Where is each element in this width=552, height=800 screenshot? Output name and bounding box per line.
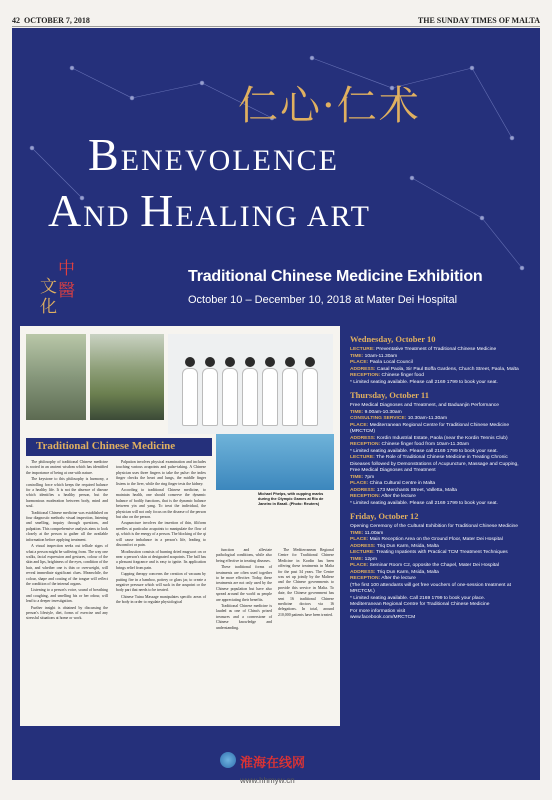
page-number-date: 42 OCTOBER 7, 2018 bbox=[12, 15, 90, 25]
schedule-line: Opening Ceremony of the Cultural Exhibition for Traditional Chinese Medicine bbox=[350, 524, 519, 529]
schedule-line: TIME: 10am-11.30am bbox=[350, 353, 398, 359]
title-line-benevolence: BENEVOLENCE bbox=[88, 129, 339, 180]
event-schedule bbox=[350, 330, 522, 622]
chinese-medicine-culture-logo: 中 文 醫 化 bbox=[40, 259, 75, 317]
watermark-site-name: 淮海在线网 bbox=[240, 756, 306, 771]
schedule-line: (The first 100 attendants will get free vouchers of one-session treatment at MRCTCM.) bbox=[350, 582, 511, 594]
schedule-line: * Limited seating available. Please call 2169 1799 to book your seat. bbox=[350, 500, 498, 506]
schedule-line: ADDRESS: Triq Dun Karm, Msida, Malta bbox=[350, 569, 439, 575]
schedule-line: www.facebook.com/MRCTCM bbox=[350, 615, 416, 620]
photo-swimmer bbox=[216, 434, 334, 490]
schedule-line: RECEPTION: After the lecture bbox=[350, 494, 416, 499]
schedule-line: RECEPTION: After the lecture bbox=[350, 576, 416, 581]
schedule-line: TIME: 7pm bbox=[350, 474, 375, 480]
schedule-line: PLACE: Mediterranean Regional Centre for Traditional Chinese Medicine (MRCTCM) bbox=[350, 422, 510, 434]
article-panel bbox=[20, 326, 340, 726]
article-column-1: The philosophy of traditional Chinese medicine is rooted in an ancient wisdom which has identified the importance of being at one with nature. The keystone to this philosophy is harmony, a controlling force which keeps the required balance for a healthy life. It is not the absence of disease which identifies a healthy person, but the harmonious moderation between body, mind and soul. Traditional Chinese medicine was established on four diagnostic methods: visual inspection, listening and smelling, inquiry through questions, and palpation. This comprehensive analysis aims to look closely at the person to gather all the available information before applying treatment. A visual inspection seeks out telltale signs of what a person might be suffering from. The way one walks, facial expression and gestures, colour of the skin and lips, brightness of the eyes, condition of the hair, and whether one is thin or overweight, will reveal immediate significant clues. Meanwhile, the colour, shape and coating of the tongue will reflect the condition of the internal organs. Listening to a person's voice, sound of breathing and coughing, and smelling his or her odour, will lead to a deeper investigation. Further insight is obtained by discussing the person's lifestyle, diet, forms of exercise and any stressful situations at home or work. bbox=[26, 460, 109, 621]
schedule-day-thursday: Thursday, October 11 bbox=[350, 390, 429, 400]
schedule-line: PLACE: Seminar Room C2, opposite the Chapel, Mater Dei Hospital bbox=[350, 563, 499, 568]
photo-statue bbox=[26, 334, 86, 420]
photo-caption: Michael Phelps, with cupping marks during the Olympic Games at Rio de Janeiro in Brazil. (Photo: Reuters) bbox=[258, 492, 324, 506]
watermark-url: www.hhmyw.cn bbox=[240, 776, 295, 785]
photo-doctors-group bbox=[168, 334, 333, 434]
schedule-line: For more information visit bbox=[350, 608, 406, 614]
newspaper-name: THE SUNDAY TIMES OF MALTA bbox=[417, 15, 540, 25]
exhibition-title: Traditional Chinese Medicine Exhibition bbox=[188, 268, 483, 285]
schedule-line: PLACE: Main Reception Area on the Ground Floor, Mater Dei Hospital bbox=[350, 537, 503, 542]
schedule-line: ADDRESS: Kordin Industrial Estate, Paola (near the Kordin Tennis Club) bbox=[350, 435, 508, 441]
schedule-line: TIME: 12pm bbox=[350, 556, 377, 562]
schedule-wednesday-details bbox=[350, 347, 522, 386]
article-banner: Traditional Chinese Medicine bbox=[26, 438, 212, 456]
title-line-healing-art: AND HEALING ART bbox=[48, 185, 371, 236]
article-column-3: function and alleviate pathological conditions, while also being effective in treating diseases. These traditional forms of treatments are often used together to be more effective. Today, these treatments are not only used by the Chinese population but have also spread around the world as people are appreciating their benefits. Traditional Chinese medicine is lauded as one of China's prized treasures and a cornerstone of Chinese knowledge and understanding. bbox=[216, 548, 272, 630]
newspaper-header bbox=[12, 14, 540, 27]
schedule-line: TIME: 11.00am bbox=[350, 530, 384, 536]
schedule-line: ADDRESS: Casal Paola, Sir Paul Boffa Gardens, Church Street, Paola, Malta bbox=[350, 366, 519, 372]
schedule-line: LECTURE: The Role of Traditional Chinese Medicine in Treating Chronic Diseases followed by Demonstrations of Acupuncture, Massage and Cupping, Free Medical Diagnoses and Treatment bbox=[350, 455, 519, 473]
schedule-line: RECEPTION: Chinese finger food bbox=[350, 373, 424, 378]
schedule-line: LECTURE: Preventative Treatment of Traditional Chinese Medicine bbox=[350, 347, 497, 352]
watermark-logo-icon bbox=[220, 752, 236, 768]
photo-pagoda-garden bbox=[90, 334, 164, 420]
article-column-2: Palpation involves physical examination and includes touching various acupoints and pulse-taking. A Chinese physician uses three fingers to take the pulse: the index finger checks the heart and lungs, the middle finger listens to the liver, while the ring finger tests the kidney. According to traditional Chinese medicine, to maintain health, one should conserve the dynamic balance of bodily functions, that is the dynamic balance between yin and yang. To treat the individual, the physician will not only focus on the disease of the person but also on the person. Acupuncture involves the insertion of thin, filiform needles at particular acupoints to manipulate the flow of qi, which is the energy of a person. The blocking of the qi will cause imbalance in a person's life, leading to discomfort or pain. Moxibustion consists of burning dried mugwort on or near a person's skin at designated acupoints. The ball has a pleasant fragrance and is easy to ignite. Its application brings relief from pain. Cupping therapy concerns the creation of vacuum by putting fire in a bamboo, pottery or glass jar, to create a negative pressure which will suck in the acupoint or the body part that needs to be treated. Chinese Tuina Massage manipulates specific areas of the body in order to regulate physiological bbox=[116, 460, 206, 605]
schedule-day-friday: Friday, October 12 bbox=[350, 511, 419, 521]
schedule-line: * Limited seating available. Please call 2169 1799 to book your seat. bbox=[350, 379, 498, 385]
schedule-line: * Limited seating available. Please call 2169 1799 to book your seat. bbox=[350, 448, 498, 454]
chinese-title: 仁心·仁术 bbox=[238, 83, 421, 129]
schedule-line: ADDRESS: Triq Dun Karm, Msida, Malta bbox=[350, 543, 439, 549]
schedule-line: LECTURE: Treating Inpatients with Practical TCM Treatment Techniques bbox=[350, 550, 508, 555]
schedule-line: TIME: 9.00am-10.30am bbox=[350, 409, 402, 415]
schedule-friday-details bbox=[350, 524, 522, 622]
article-column-4: The Mediterranean Regional Centre for Traditional Chinese Medicine in Kordin has been offering these treatments in Malta for the past 34 years. The Centre was set up jointly by the Maltese and the Chinese governments to provide this service in Malta. To date, the Chinese government has sent 16 traditional Chinese medicine doctors via 16 delegations. In total, around 210,000 patients have been treated. bbox=[278, 548, 334, 617]
schedule-line: CONSULTING SERVICE: 10.30am-11.30am bbox=[350, 416, 448, 421]
schedule-line: Free Medical Diagnoses and Treatment, and Baduanjin Performance bbox=[350, 403, 499, 408]
schedule-line: PLACE: Paola Local Council bbox=[350, 360, 413, 365]
schedule-day-wednesday: Wednesday, October 10 bbox=[350, 334, 436, 344]
schedule-line: * Limited seating available. Call 2169 1799 to book your place. bbox=[350, 595, 486, 601]
exhibition-dates: October 10 – December 10, 2018 at Mater Dei Hospital bbox=[188, 294, 458, 306]
schedule-line: Mediterranean Regional Centre for Traditional Chinese Medicine bbox=[350, 602, 490, 607]
schedule-line: ADDRESS: 173 Merchants Street, Valletta, Malta bbox=[350, 487, 458, 493]
schedule-thursday-details bbox=[350, 403, 522, 507]
schedule-line: PLACE: China Cultural Centre in Malta bbox=[350, 481, 436, 486]
schedule-line: RECEPTION: Chinese finger food from 10am-11.30am bbox=[350, 442, 469, 447]
